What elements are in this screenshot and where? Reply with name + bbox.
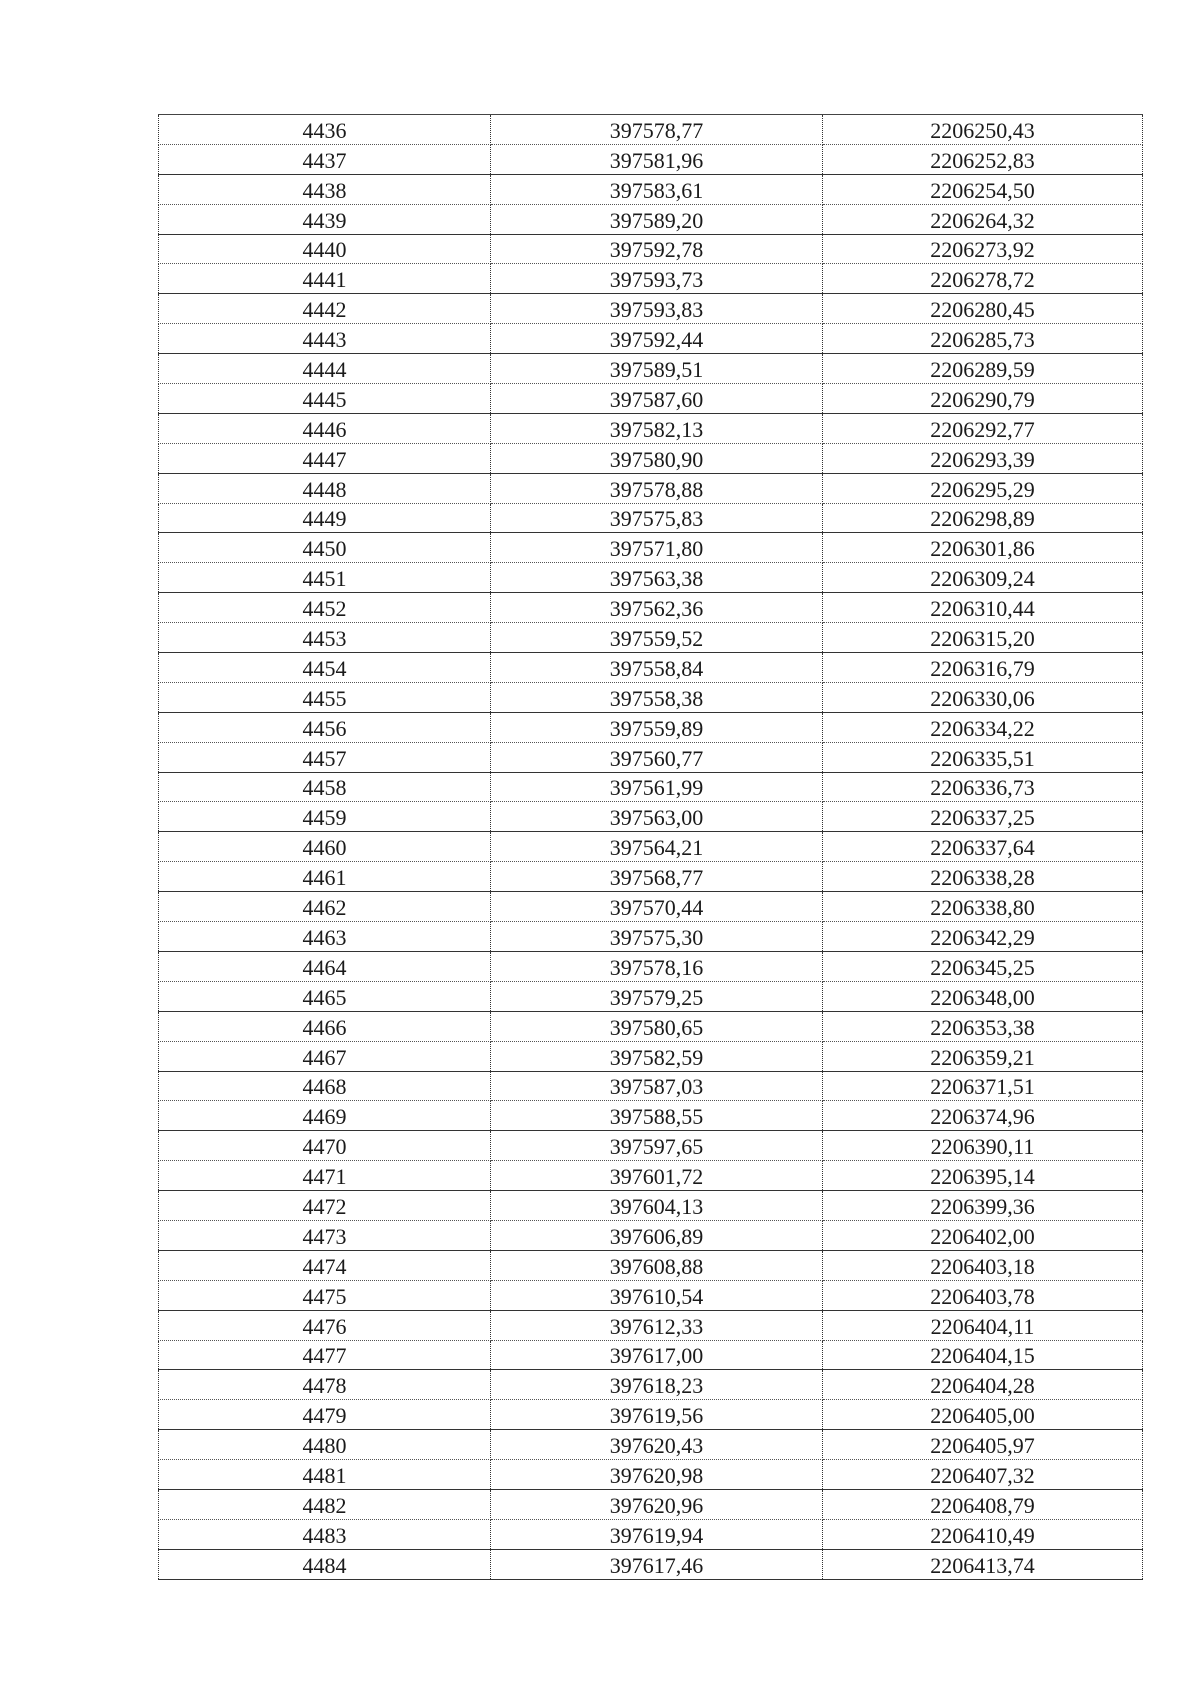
x-coordinate-cell: 397592,44: [491, 324, 823, 354]
y-coordinate-cell: 2206371,51: [823, 1071, 1143, 1101]
table-row: [159, 473, 1143, 503]
y-coordinate-cell: 2206280,45: [823, 294, 1143, 324]
x-coordinate-cell: 397579,25: [491, 981, 823, 1011]
point-number-cell: 4440: [159, 234, 491, 264]
point-number-cell: 4467: [159, 1041, 491, 1071]
y-coordinate-cell: 2206334,22: [823, 712, 1143, 742]
x-coordinate-cell: 397618,23: [491, 1370, 823, 1400]
y-coordinate-cell: 2206252,83: [823, 144, 1143, 174]
y-coordinate-cell: 2206278,72: [823, 264, 1143, 294]
table-row: [159, 115, 1143, 145]
x-coordinate-cell: 397558,38: [491, 682, 823, 712]
point-number-cell: 4466: [159, 1011, 491, 1041]
y-coordinate-cell: 2206345,25: [823, 951, 1143, 981]
x-coordinate-cell: 397620,98: [491, 1460, 823, 1490]
table-row: [159, 1519, 1143, 1549]
x-coordinate-cell: 397575,30: [491, 922, 823, 952]
coordinates-table: [158, 114, 1143, 1580]
table-row: [159, 1370, 1143, 1400]
table-row: [159, 1011, 1143, 1041]
x-coordinate-cell: 397593,73: [491, 264, 823, 294]
y-coordinate-cell: 2206403,18: [823, 1250, 1143, 1280]
table-row: [159, 324, 1143, 354]
x-coordinate-cell: 397619,94: [491, 1519, 823, 1549]
x-coordinate-cell: 397620,96: [491, 1489, 823, 1519]
x-coordinate-cell: 397587,60: [491, 384, 823, 414]
y-coordinate-cell: 2206336,73: [823, 772, 1143, 802]
table-row: [159, 1310, 1143, 1340]
x-coordinate-cell: 397581,96: [491, 144, 823, 174]
x-coordinate-cell: 397589,51: [491, 354, 823, 384]
y-coordinate-cell: 2206390,11: [823, 1131, 1143, 1161]
table-row: [159, 682, 1143, 712]
y-coordinate-cell: 2206254,50: [823, 174, 1143, 204]
table-row: [159, 1161, 1143, 1191]
table-row: [159, 1220, 1143, 1250]
table-row: [159, 1460, 1143, 1490]
y-coordinate-cell: 2206310,44: [823, 593, 1143, 623]
y-coordinate-cell: 2206404,15: [823, 1340, 1143, 1370]
table-row: [159, 981, 1143, 1011]
y-coordinate-cell: 2206338,28: [823, 862, 1143, 892]
x-coordinate-cell: 397564,21: [491, 832, 823, 862]
y-coordinate-cell: 2206337,25: [823, 802, 1143, 832]
table-row: [159, 951, 1143, 981]
point-number-cell: 4443: [159, 324, 491, 354]
point-number-cell: 4450: [159, 533, 491, 563]
point-number-cell: 4471: [159, 1161, 491, 1191]
y-coordinate-cell: 2206353,38: [823, 1011, 1143, 1041]
y-coordinate-cell: 2206408,79: [823, 1489, 1143, 1519]
x-coordinate-cell: 397601,72: [491, 1161, 823, 1191]
y-coordinate-cell: 2206316,79: [823, 653, 1143, 683]
point-number-cell: 4480: [159, 1430, 491, 1460]
y-coordinate-cell: 2206348,00: [823, 981, 1143, 1011]
y-coordinate-cell: 2206292,77: [823, 413, 1143, 443]
point-number-cell: 4479: [159, 1400, 491, 1430]
table-row: [159, 623, 1143, 653]
point-number-cell: 4441: [159, 264, 491, 294]
point-number-cell: 4438: [159, 174, 491, 204]
x-coordinate-cell: 397619,56: [491, 1400, 823, 1430]
point-number-cell: 4454: [159, 653, 491, 683]
table-row: [159, 712, 1143, 742]
x-coordinate-cell: 397617,00: [491, 1340, 823, 1370]
x-coordinate-cell: 397608,88: [491, 1250, 823, 1280]
y-coordinate-cell: 2206273,92: [823, 234, 1143, 264]
y-coordinate-cell: 2206309,24: [823, 563, 1143, 593]
table-row: [159, 593, 1143, 623]
point-number-cell: 4465: [159, 981, 491, 1011]
x-coordinate-cell: 397589,20: [491, 204, 823, 234]
x-coordinate-cell: 397588,55: [491, 1101, 823, 1131]
x-coordinate-cell: 397578,16: [491, 951, 823, 981]
table-row: [159, 563, 1143, 593]
point-number-cell: 4451: [159, 563, 491, 593]
table-row: [159, 1131, 1143, 1161]
y-coordinate-cell: 2206337,64: [823, 832, 1143, 862]
table-row: [159, 653, 1143, 683]
x-coordinate-cell: 397610,54: [491, 1280, 823, 1310]
x-coordinate-cell: 397571,80: [491, 533, 823, 563]
table-row: [159, 533, 1143, 563]
x-coordinate-cell: 397562,36: [491, 593, 823, 623]
point-number-cell: 4455: [159, 682, 491, 712]
x-coordinate-cell: 397612,33: [491, 1310, 823, 1340]
y-coordinate-cell: 2206335,51: [823, 742, 1143, 772]
point-number-cell: 4475: [159, 1280, 491, 1310]
point-number-cell: 4464: [159, 951, 491, 981]
point-number-cell: 4442: [159, 294, 491, 324]
point-number-cell: 4461: [159, 862, 491, 892]
x-coordinate-cell: 397580,90: [491, 443, 823, 473]
point-number-cell: 4437: [159, 144, 491, 174]
table-row: [159, 354, 1143, 384]
x-coordinate-cell: 397587,03: [491, 1071, 823, 1101]
table-row: [159, 234, 1143, 264]
x-coordinate-cell: 397582,59: [491, 1041, 823, 1071]
point-number-cell: 4484: [159, 1549, 491, 1579]
table-row: [159, 1489, 1143, 1519]
x-coordinate-cell: 397578,88: [491, 473, 823, 503]
table-row: [159, 892, 1143, 922]
y-coordinate-cell: 2206407,32: [823, 1460, 1143, 1490]
y-coordinate-cell: 2206359,21: [823, 1041, 1143, 1071]
y-coordinate-cell: 2206285,73: [823, 324, 1143, 354]
point-number-cell: 4473: [159, 1220, 491, 1250]
y-coordinate-cell: 2206290,79: [823, 384, 1143, 414]
point-number-cell: 4452: [159, 593, 491, 623]
x-coordinate-cell: 397561,99: [491, 772, 823, 802]
x-coordinate-cell: 397578,77: [491, 115, 823, 145]
table-row: [159, 144, 1143, 174]
point-number-cell: 4459: [159, 802, 491, 832]
x-coordinate-cell: 397559,89: [491, 712, 823, 742]
y-coordinate-cell: 2206250,43: [823, 115, 1143, 145]
table-row: [159, 742, 1143, 772]
y-coordinate-cell: 2206342,29: [823, 922, 1143, 952]
table-row: [159, 294, 1143, 324]
y-coordinate-cell: 2206399,36: [823, 1191, 1143, 1221]
x-coordinate-cell: 397570,44: [491, 892, 823, 922]
point-number-cell: 4478: [159, 1370, 491, 1400]
point-number-cell: 4446: [159, 413, 491, 443]
point-number-cell: 4481: [159, 1460, 491, 1490]
y-coordinate-cell: 2206395,14: [823, 1161, 1143, 1191]
y-coordinate-cell: 2206410,49: [823, 1519, 1143, 1549]
x-coordinate-cell: 397568,77: [491, 862, 823, 892]
x-coordinate-cell: 397563,00: [491, 802, 823, 832]
x-coordinate-cell: 397560,77: [491, 742, 823, 772]
table-row: [159, 1250, 1143, 1280]
table-row: [159, 443, 1143, 473]
point-number-cell: 4453: [159, 623, 491, 653]
table-row: [159, 802, 1143, 832]
x-coordinate-cell: 397597,65: [491, 1131, 823, 1161]
table-row: [159, 1430, 1143, 1460]
y-coordinate-cell: 2206301,86: [823, 533, 1143, 563]
table-row: [159, 1101, 1143, 1131]
y-coordinate-cell: 2206298,89: [823, 503, 1143, 533]
point-number-cell: 4469: [159, 1101, 491, 1131]
point-number-cell: 4458: [159, 772, 491, 802]
point-number-cell: 4447: [159, 443, 491, 473]
point-number-cell: 4436: [159, 115, 491, 145]
x-coordinate-cell: 397583,61: [491, 174, 823, 204]
point-number-cell: 4439: [159, 204, 491, 234]
y-coordinate-cell: 2206295,29: [823, 473, 1143, 503]
y-coordinate-cell: 2206404,11: [823, 1310, 1143, 1340]
point-number-cell: 4444: [159, 354, 491, 384]
point-number-cell: 4448: [159, 473, 491, 503]
x-coordinate-cell: 397606,89: [491, 1220, 823, 1250]
y-coordinate-cell: 2206338,80: [823, 892, 1143, 922]
table-row: [159, 1400, 1143, 1430]
point-number-cell: 4468: [159, 1071, 491, 1101]
table-row: [159, 1191, 1143, 1221]
y-coordinate-cell: 2206293,39: [823, 443, 1143, 473]
table-row: [159, 384, 1143, 414]
y-coordinate-cell: 2206330,06: [823, 682, 1143, 712]
y-coordinate-cell: 2206289,59: [823, 354, 1143, 384]
x-coordinate-cell: 397582,13: [491, 413, 823, 443]
point-number-cell: 4457: [159, 742, 491, 772]
table-row: [159, 174, 1143, 204]
y-coordinate-cell: 2206413,74: [823, 1549, 1143, 1579]
point-number-cell: 4463: [159, 922, 491, 952]
table-row: [159, 204, 1143, 234]
point-number-cell: 4456: [159, 712, 491, 742]
x-coordinate-cell: 397575,83: [491, 503, 823, 533]
x-coordinate-cell: 397580,65: [491, 1011, 823, 1041]
point-number-cell: 4470: [159, 1131, 491, 1161]
x-coordinate-cell: 397604,13: [491, 1191, 823, 1221]
table-row: [159, 1041, 1143, 1071]
point-number-cell: 4483: [159, 1519, 491, 1549]
table-row: [159, 503, 1143, 533]
x-coordinate-cell: 397559,52: [491, 623, 823, 653]
y-coordinate-cell: 2206404,28: [823, 1370, 1143, 1400]
x-coordinate-cell: 397563,38: [491, 563, 823, 593]
table-row: [159, 832, 1143, 862]
point-number-cell: 4449: [159, 503, 491, 533]
y-coordinate-cell: 2206374,96: [823, 1101, 1143, 1131]
y-coordinate-cell: 2206403,78: [823, 1280, 1143, 1310]
x-coordinate-cell: 397592,78: [491, 234, 823, 264]
point-number-cell: 4472: [159, 1191, 491, 1221]
y-coordinate-cell: 2206405,97: [823, 1430, 1143, 1460]
y-coordinate-cell: 2206264,32: [823, 204, 1143, 234]
y-coordinate-cell: 2206402,00: [823, 1220, 1143, 1250]
point-number-cell: 4476: [159, 1310, 491, 1340]
point-number-cell: 4477: [159, 1340, 491, 1370]
table-row: [159, 922, 1143, 952]
x-coordinate-cell: 397593,83: [491, 294, 823, 324]
table-row: [159, 1340, 1143, 1370]
table-row: [159, 1549, 1143, 1579]
table-row: [159, 413, 1143, 443]
table-row: [159, 772, 1143, 802]
table-row: [159, 862, 1143, 892]
point-number-cell: 4482: [159, 1489, 491, 1519]
point-number-cell: 4462: [159, 892, 491, 922]
y-coordinate-cell: 2206405,00: [823, 1400, 1143, 1430]
x-coordinate-cell: 397558,84: [491, 653, 823, 683]
x-coordinate-cell: 397617,46: [491, 1549, 823, 1579]
table-row: [159, 1071, 1143, 1101]
point-number-cell: 4474: [159, 1250, 491, 1280]
x-coordinate-cell: 397620,43: [491, 1430, 823, 1460]
coordinates-table-body: [159, 115, 1143, 1580]
point-number-cell: 4460: [159, 832, 491, 862]
point-number-cell: 4445: [159, 384, 491, 414]
y-coordinate-cell: 2206315,20: [823, 623, 1143, 653]
table-row: [159, 1280, 1143, 1310]
table-row: [159, 264, 1143, 294]
